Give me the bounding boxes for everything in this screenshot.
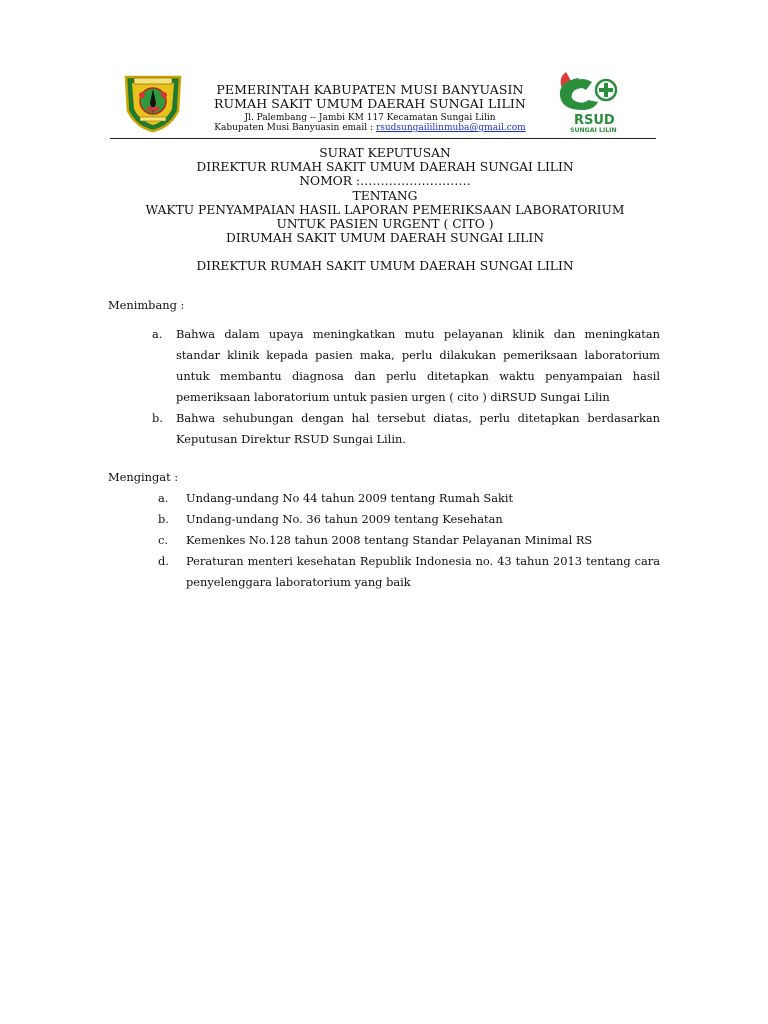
list-item (152, 488, 660, 509)
list-marker: c. (158, 533, 169, 547)
list-text: Kemenkes No.128 tahun 2008 tentang Standar Pelayanan Minimal RS (186, 533, 593, 547)
letterhead-government: PEMERINTAH KABUPATEN MUSI BANYUASIN (216, 82, 524, 97)
list-marker: b. (158, 512, 169, 526)
letterhead-email-prefix: Kabupaten Musi Banyuasin email : (214, 123, 376, 134)
list-marker: b. (152, 411, 163, 425)
list-marker: a. (152, 327, 163, 341)
list-text: Undang-undang No 44 tahun 2009 tentang Rumah Sakit (186, 491, 514, 505)
list-item (152, 530, 660, 551)
list-text: Bahwa sehubungan dengan hal tersebut diatas, perlu ditetapkan berdasarkan Keputusan Direktur RSUD Sungai Lilin. (176, 411, 660, 446)
title-line-5: WAKTU PENYAMPAIAN HASIL LAPORAN PEMERIKSAAN LABORATORIUM (145, 202, 625, 217)
letterhead (200, 83, 540, 133)
title-line-7: DIRUMAH SAKIT UMUM DAERAH SUNGAI LILIN (225, 231, 545, 246)
mengingat-label: Mengingat : (108, 470, 179, 484)
list-text: Undang-undang No. 36 tahun 2009 tentang Kesehatan (186, 512, 503, 526)
director-heading: DIREKTUR RUMAH SAKIT UMUM DAERAH SUNGAI LILIN (196, 259, 574, 273)
letterhead-hospital: RUMAH SAKIT UMUM DAERAH SUNGAI LILIN (214, 96, 526, 112)
list-marker: a. (158, 491, 169, 505)
rsud-sungai-lilin-logo-icon (548, 68, 622, 134)
title-line-1: SURAT KEPUTUSAN (319, 146, 451, 160)
mengingat-list (152, 488, 660, 593)
list-text: Peraturan menteri kesehatan Republik Indonesia no. 43 tahun 2013 tentang cara penyelenggara laboratorium yang baik (186, 554, 660, 589)
email-link[interactable]: rsudsungaililinmuba@gmail.com (375, 123, 526, 134)
letterhead-email-line (200, 123, 540, 133)
menimbang-list (152, 324, 660, 450)
title-line-6: UNTUK PASIEN URGENT ( CITO ) (276, 217, 494, 232)
rsud-logo-subtext: SUNGAI LILIN (570, 127, 617, 134)
rsud-logo-text: RSUD (574, 113, 615, 128)
decree-title (90, 146, 680, 245)
letterhead-address: Jl. Palembang -- Jambi KM 117 Kecamatan Sungai Lilin (244, 112, 496, 123)
letterhead-divider (110, 138, 656, 139)
list-marker: d. (158, 554, 169, 568)
title-line-4: TENTANG (352, 188, 418, 203)
list-text: Bahwa dalam upaya meningkatkan mutu pelayanan klinik dan meningkatan standar klinik kepada pasien maka, perlu dilakukan pemeriksaan laboratorium untuk membantu diagnosa dan perlu ditetapkan waktu penyampaian hasil pemeriksaan laboratorium untuk pasien urgen ( cito ) diRSUD Sungai Lilin (176, 327, 660, 404)
musi-banyuasin-emblem-icon (120, 71, 186, 133)
menimbang-label: Menimbang : (108, 298, 185, 312)
list-item (152, 324, 660, 408)
title-line-2: DIREKTUR RUMAH SAKIT UMUM DAERAH SUNGAI LILIN (196, 160, 574, 175)
title-line-3: NOMOR :……………………… (299, 174, 471, 189)
list-item (152, 551, 660, 593)
list-item (152, 408, 660, 450)
list-item (152, 509, 660, 530)
